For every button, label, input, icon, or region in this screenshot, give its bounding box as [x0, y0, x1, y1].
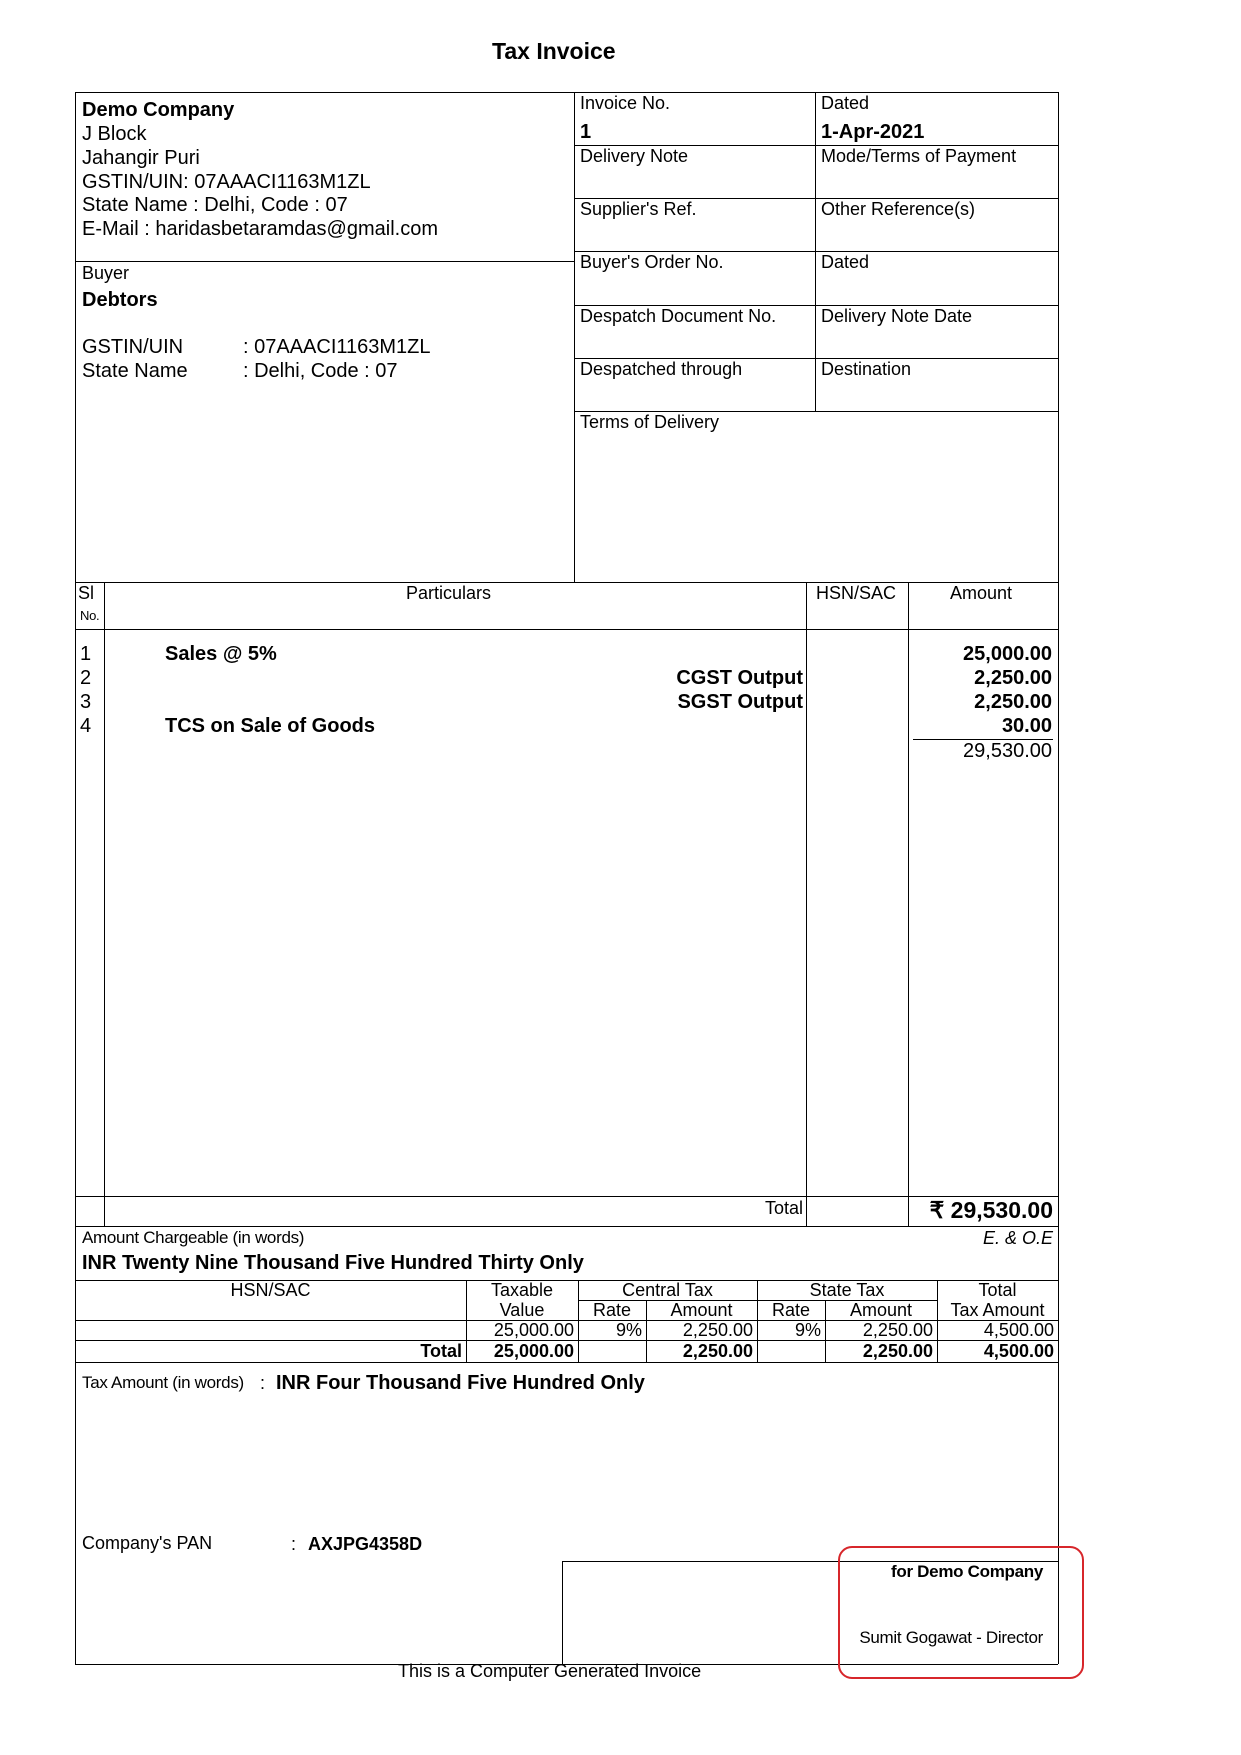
suppliers-ref-label: Supplier's Ref. — [580, 199, 697, 219]
destination-label: Destination — [821, 359, 912, 379]
central-rate-header: Rate — [592, 1300, 632, 1320]
header-divider — [574, 92, 575, 582]
row-state-amount: 2,250.00 — [862, 1320, 933, 1340]
item-particular: TCS on Sale of Goods — [165, 715, 376, 737]
pan-value: AXJPG4358D — [308, 1534, 423, 1554]
total-row-state-amount: 2,250.00 — [862, 1341, 933, 1361]
pan-colon: : — [291, 1534, 297, 1554]
item-particular: Sales @ 5% — [165, 643, 277, 665]
item-particular: CGST Output — [676, 667, 803, 689]
pan-label: Company's PAN — [82, 1533, 213, 1553]
state-amount-header: Amount — [849, 1300, 913, 1320]
signatory-name: Sumit Gogawat - Director — [859, 1628, 1043, 1647]
subtotal-amount: 29,530.00 — [963, 740, 1052, 762]
buyers-order-label: Buyer's Order No. — [580, 252, 724, 272]
delivery-note-date-label: Delivery Note Date — [821, 306, 973, 326]
item-sl: 1 — [80, 643, 92, 665]
order-dated-label: Dated — [821, 252, 870, 272]
amount-header: Amount — [950, 583, 1013, 603]
dated-label: Dated — [821, 93, 870, 113]
seller-gstin: GSTIN/UIN: 07AAACI1163M1ZL — [82, 171, 371, 193]
invoice-no-label: Invoice No. — [580, 93, 671, 113]
seller-address-1: J Block — [82, 123, 147, 145]
total-tax-header: Total — [978, 1280, 1017, 1300]
despatched-through-label: Despatched through — [580, 359, 743, 379]
page-title: Tax Invoice — [492, 38, 616, 64]
terms-delivery-label: Terms of Delivery — [580, 412, 720, 432]
buyer-label: Buyer — [82, 263, 130, 283]
invoice-no: 1 — [580, 121, 592, 143]
despatch-doc-label: Despatch Document No. — [580, 306, 777, 326]
sl-header: Sl — [78, 583, 95, 603]
no-header: No. — [80, 608, 100, 623]
tax-words-value: INR Four Thousand Five Hundred Only — [276, 1372, 645, 1394]
buyer-gstin-value: : 07AAACI1163M1ZL — [243, 336, 431, 358]
seller-name: Demo Company — [82, 99, 235, 121]
buyer-state-value: : Delhi, Code : 07 — [243, 360, 398, 382]
item-amount: 2,250.00 — [974, 667, 1052, 689]
eoe-label: E. & O.E — [982, 1228, 1053, 1248]
total-row-total-tax: 4,500.00 — [983, 1341, 1054, 1361]
state-rate-header: Rate — [771, 1300, 811, 1320]
total-row-central-amount: 2,250.00 — [682, 1341, 753, 1361]
mode-terms-label: Mode/Terms of Payment — [821, 146, 1017, 166]
item-sl: 2 — [80, 667, 92, 689]
amount-words-label: Amount Chargeable (in words) — [82, 1228, 305, 1247]
total-tax-amount-header: Tax Amount — [950, 1300, 1045, 1320]
amount-words-value: INR Twenty Nine Thousand Five Hundred Thirty Only — [82, 1252, 584, 1274]
buyer-state-label: State Name — [82, 360, 188, 382]
tax-words-label: Tax Amount (in words) — [82, 1373, 244, 1392]
seller-address-2: Jahangir Puri — [82, 147, 200, 169]
tax-words-colon: : — [260, 1373, 266, 1393]
frame-left — [75, 92, 76, 1664]
total-amount: ₹ 29,530.00 — [929, 1197, 1053, 1223]
item-amount: 25,000.00 — [963, 643, 1052, 665]
footer-note: This is a Computer Generated Invoice — [398, 1661, 702, 1681]
meta-divider — [815, 92, 816, 412]
item-amount: 30.00 — [1001, 715, 1052, 737]
dated-value: 1-Apr-2021 — [821, 121, 925, 143]
central-tax-header: Central Tax — [622, 1280, 713, 1300]
item-amount: 2,250.00 — [974, 691, 1052, 713]
tax-hsn-header: HSN/SAC — [230, 1280, 311, 1300]
item-sl: 4 — [80, 715, 92, 737]
item-particular: SGST Output — [677, 691, 803, 713]
central-amount-header: Amount — [670, 1300, 733, 1320]
delivery-note-label: Delivery Note — [580, 146, 689, 166]
seller-buyer-divider — [75, 261, 574, 262]
signature-for: for Demo Company — [891, 1562, 1043, 1581]
frame-top — [75, 92, 1058, 93]
state-tax-header: State Tax — [809, 1280, 885, 1300]
total-row-taxable: 25,000.00 — [493, 1341, 574, 1361]
buyer-gstin-label: GSTIN/UIN — [82, 336, 184, 358]
row-central-amount: 2,250.00 — [682, 1320, 753, 1340]
seller-state: State Name : Delhi, Code : 07 — [82, 194, 348, 216]
tax-value-header: Value — [499, 1300, 545, 1320]
tax-taxable-header: Taxable — [490, 1280, 554, 1300]
item-sl: 3 — [80, 691, 92, 713]
total-label: Total — [764, 1198, 803, 1218]
row-central-rate: 9% — [615, 1320, 642, 1340]
hsn-header: HSN/SAC — [816, 583, 897, 603]
row-total-tax: 4,500.00 — [983, 1320, 1054, 1340]
particulars-header: Particulars — [406, 583, 492, 603]
other-ref-label: Other Reference(s) — [821, 199, 976, 219]
seller-email: E-Mail : haridasbetaramdas@gmail.com — [82, 218, 438, 240]
total-row-label: Total — [420, 1341, 462, 1361]
highlight-annotation — [838, 1546, 1084, 1679]
buyer-name: Debtors — [82, 289, 158, 311]
row-taxable: 25,000.00 — [493, 1320, 574, 1340]
row-state-rate: 9% — [794, 1320, 821, 1340]
frame-right — [1058, 92, 1059, 1664]
